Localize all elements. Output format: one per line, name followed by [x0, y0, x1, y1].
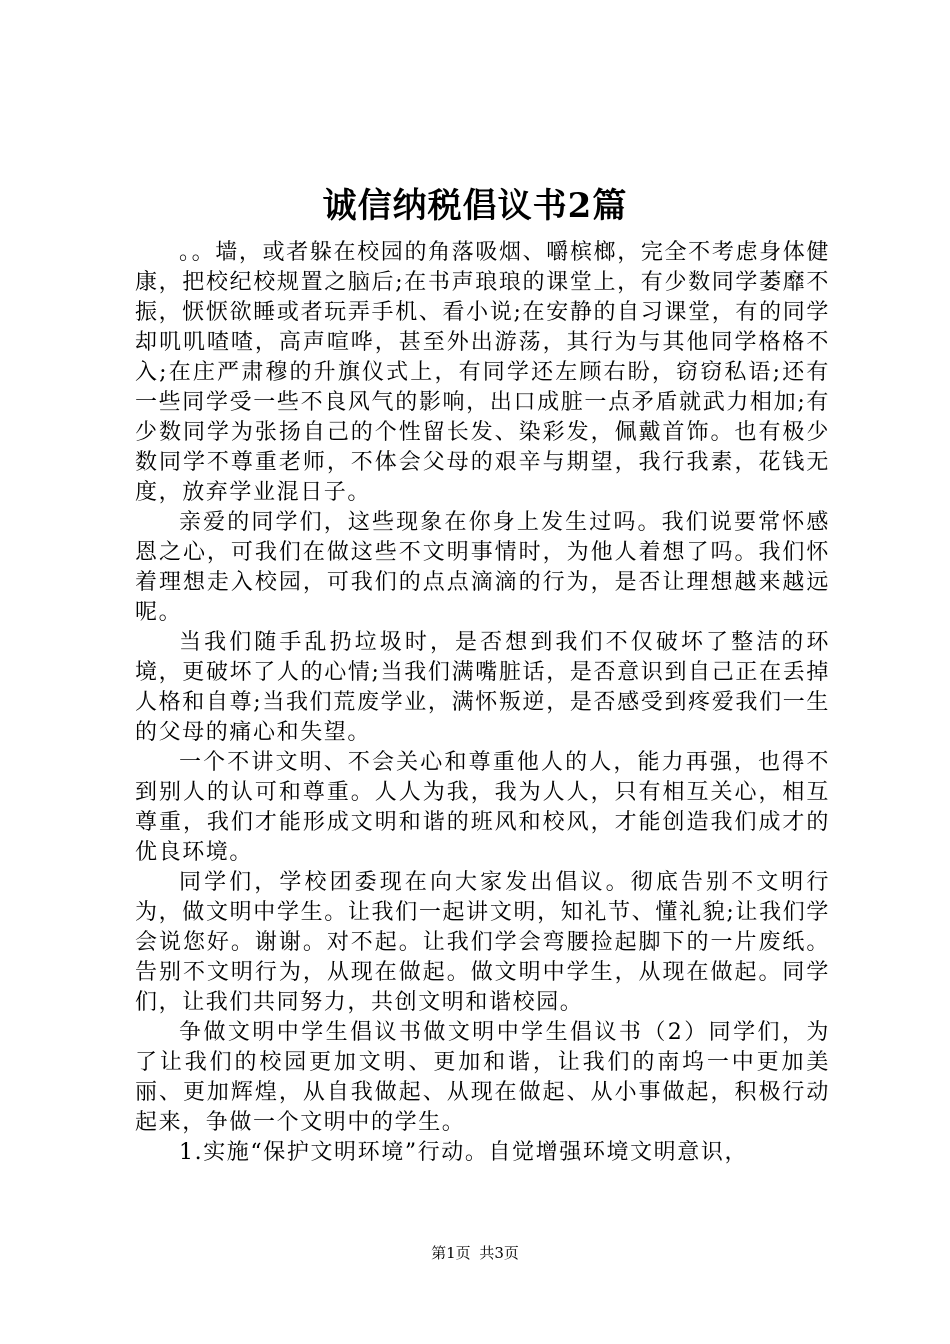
page-footer [0, 1243, 950, 1263]
paragraph-1: 。。墙，或者躲在校园的角落吸烟、嚼槟榔，完全不考虑身体健康，把校纪校规置之脑后;在书声琅琅的课堂上，有少数同学萎靡不振，恹恹欲睡或者玩弄手机、看小说;在安静的自习课堂，有的同学却叽叽喳喳，高声喧哗，甚至外出游荡，其行为与其他同学格格不入;在庄严肃穆的升旗仪式上，有同学还左顾右盼，窃窃私语;还有一些同学受一些不良风气的影响，出口成脏一点矛盾就武力相加;有少数同学为张扬自己的个性留长发、染彩发，佩戴首饰。也有极少数同学不尊重老师，不体会父母的艰辛与期望，我行我素，花钱无度，放弃学业混日子。 [135, 240, 830, 505]
paragraph-7: 1.实施“保护文明环境”行动。自觉增强环境文明意识， [179, 1140, 749, 1165]
document-body [135, 238, 830, 1168]
page-total: 共3页 [479, 1244, 519, 1262]
page-number: 第1页 [431, 1244, 471, 1262]
paragraph-4: 一个不讲文明、不会关心和尊重他人的人，能力再强，也得不到别人的认可和尊重。人人为我，我为人人，只有相互关心，相互尊重，我们才能形成文明和谐的班风和校风，才能创造我们成才的优良环境。 [135, 750, 830, 865]
paragraph-3: 当我们随手乱扔垃圾时，是否想到我们不仅破坏了整洁的环境，更破坏了人的心情;当我们满嘴脏话，是否意识到自己正在丢掉人格和自尊;当我们荒废学业，满怀叛逆，是否感受到疼爱我们一生的父母的痛心和失望。 [135, 630, 830, 745]
paragraph-6: 争做文明中学生倡议书做文明中学生倡议书（2）同学们，为了让我们的校园更加文明、更加和谐，让我们的南坞一中更加美丽、更加辉煌，从自我做起、从现在做起、从小事做起，积极行动起来，争做一个文明中的学生。 [135, 1020, 830, 1135]
paragraph-2: 亲爱的同学们，这些现象在你身上发生过吗。我们说要常怀感恩之心，可我们在做这些不文明事情时，为他人着想了吗。我们怀着理想走入校园，可我们的点点滴滴的行为，是否让理想越来越远呢。 [135, 510, 830, 625]
paragraph-5: 同学们，学校团委现在向大家发出倡议。彻底告别不文明行为，做文明中学生。让我们一起讲文明，知礼节、懂礼貌;让我们学会说您好。谢谢。对不起。让我们学会弯腰捡起脚下的一片废纸。告别不文明行为，从现在做起。做文明中学生，从现在做起。同学们，让我们共同努力，共创文明和谐校园。 [135, 870, 830, 1015]
document-title: 诚信纳税倡议书2篇 [322, 186, 628, 226]
